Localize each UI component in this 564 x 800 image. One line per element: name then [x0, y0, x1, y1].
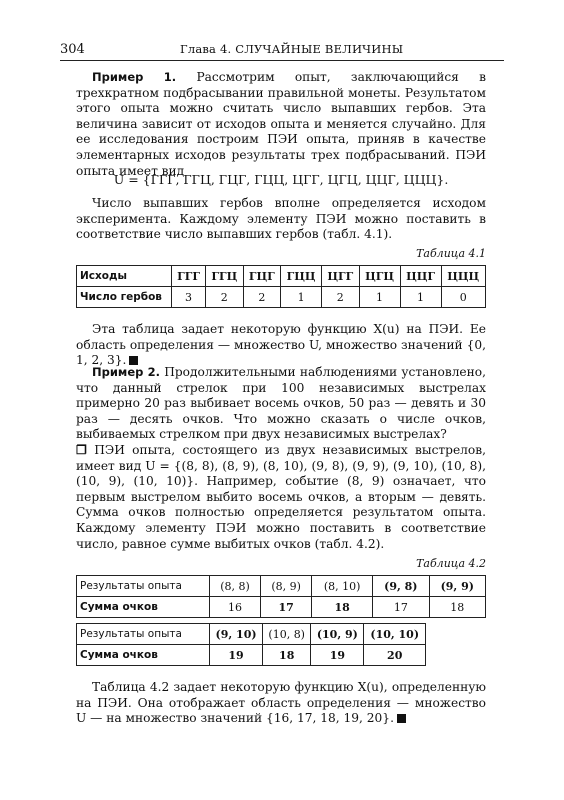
- table-4-2: [76, 575, 486, 618]
- table-cell: (10, 9): [311, 624, 364, 645]
- table-cell: 1: [359, 287, 400, 308]
- example1-conclusion-text: Эта таблица задает некоторую функцию X(u) на ПЭИ. Ее область определения — множество U, множество значений {0, 1, 2, 3}.: [76, 322, 486, 368]
- table-cell: 18: [263, 645, 311, 666]
- table-4-2-continued: [76, 623, 426, 666]
- example2-text: Продолжительными наблюдениями установлено, что данный стрелок при 100 независимых выстрелах примерно 20 раз выбивает восемь очков, 50 раз — девять и 30 раз — десять очков. Что можно сказать о числе очков, выбиваемых стрелком при двух независимых выстрелах?: [76, 365, 486, 442]
- example2-conclusion: [76, 680, 486, 727]
- table-cell: 2: [243, 287, 281, 308]
- table-row: [77, 576, 486, 597]
- table-cell: 19: [311, 645, 364, 666]
- table-cell: 1: [400, 287, 441, 308]
- end-of-proof-icon: [397, 714, 406, 723]
- example1-paragraph: [76, 70, 486, 179]
- table-4-1-caption: Таблица 4.1: [416, 247, 486, 260]
- table-4-2-caption: Таблица 4.2: [416, 557, 486, 570]
- table-row: [77, 287, 486, 308]
- table-cell: 2: [322, 287, 360, 308]
- table-cell: 1: [281, 287, 322, 308]
- table-cell: ГЦГ: [243, 266, 281, 287]
- example2-solution: [76, 443, 486, 552]
- table-cell: (9, 10): [210, 624, 263, 645]
- table-cell: 18: [312, 597, 373, 618]
- table-cell: (10, 8): [263, 624, 311, 645]
- table-4-1: [76, 265, 486, 308]
- table-cell: (8, 10): [312, 576, 373, 597]
- example2-label: Пример 2.: [92, 365, 161, 379]
- table-cell: 19: [210, 645, 263, 666]
- table-cell: (9, 8): [373, 576, 429, 597]
- table-cell: Результаты опыта: [77, 576, 210, 597]
- example1-text2: Число выпавших гербов вполне определяется исходом эксперимента. Каждому элементу ПЭИ можно поставить в соответствие число выпавших гербов (табл. 4.1).: [76, 196, 486, 242]
- table-cell: 2: [206, 287, 244, 308]
- example1-text: Рассмотрим опыт, заключающийся в трехкратном подбрасывании правильной монеты. Результатом этого опыта можно считать число выпавших гербов. Эта величина зависит от исходов опыта и меняется случайно. Для ее исследования построим ПЭИ опыта, приняв в качестве элементарных исходов результаты трех подбрасываний. ПЭИ опыта имеет вид: [76, 70, 486, 178]
- table-cell: Исходы: [77, 266, 172, 287]
- table-cell: 18: [429, 597, 485, 618]
- table-cell: ГГГ: [172, 266, 206, 287]
- table-row: [77, 597, 486, 618]
- table-row: [77, 645, 426, 666]
- table-cell: ЦГЦ: [359, 266, 400, 287]
- table-cell: 16: [210, 597, 261, 618]
- example2-conclusion-text: Таблица 4.2 задает некоторую функцию X(u), определенную на ПЭИ. Она отображает область определения — множество U — на множество значений {16, 17, 18, 19, 20}.: [76, 680, 486, 726]
- table-cell: 17: [373, 597, 429, 618]
- table-cell: (8, 8): [210, 576, 261, 597]
- page-header: [60, 40, 504, 61]
- table-row: [77, 266, 486, 287]
- solution-start-icon: ❐: [76, 443, 87, 457]
- table-cell: ГГЦ: [206, 266, 244, 287]
- chapter-title: Глава 4. СЛУЧАЙНЫЕ ВЕЛИЧИНЫ: [180, 42, 404, 56]
- page-number: 304: [60, 42, 85, 57]
- example2-solution-text: ПЭИ опыта, состоящего из двух независимых выстрелов, имеет вид U = {(8, 8), (8, 9), (8, 10), (9, 8), (9, 9), (9, 10), (10, 8), (10, 9), (10, 10)}. Например, событие (8, 9) означает, что первым выстрелом выбито восемь очков, а вторым — девять. Сумма очков полностью определяется результатом опыта. Каждому элементу ПЭИ можно поставить в соответствие число, равное сумме выбитых очков (табл. 4.2).: [76, 443, 486, 551]
- table-row: [77, 624, 426, 645]
- table-cell: Число гербов: [77, 287, 172, 308]
- table-cell: 3: [172, 287, 206, 308]
- table-cell: Сумма очков: [77, 645, 210, 666]
- example2-paragraph: [76, 365, 486, 443]
- table-cell: ЦЦГ: [400, 266, 441, 287]
- table-cell: 0: [441, 287, 486, 308]
- table-cell: ЦГГ: [322, 266, 360, 287]
- table-cell: 17: [261, 597, 312, 618]
- end-of-proof-icon: [129, 356, 138, 365]
- table-cell: 20: [364, 645, 426, 666]
- example1-conclusion: [76, 322, 486, 369]
- table-cell: ЦЦЦ: [441, 266, 486, 287]
- example1-formula: U = {ГГГ, ГГЦ, ГЦГ, ГЦЦ, ЦГГ, ЦГЦ, ЦЦГ, ЦЦЦ}.: [113, 172, 449, 187]
- table-cell: (8, 9): [261, 576, 312, 597]
- table-cell: ГЦЦ: [281, 266, 322, 287]
- table-cell: (9, 9): [429, 576, 485, 597]
- table-cell: Сумма очков: [77, 597, 210, 618]
- table-cell: Результаты опыта: [77, 624, 210, 645]
- table-cell: (10, 10): [364, 624, 426, 645]
- example1-label: Пример 1.: [92, 70, 177, 84]
